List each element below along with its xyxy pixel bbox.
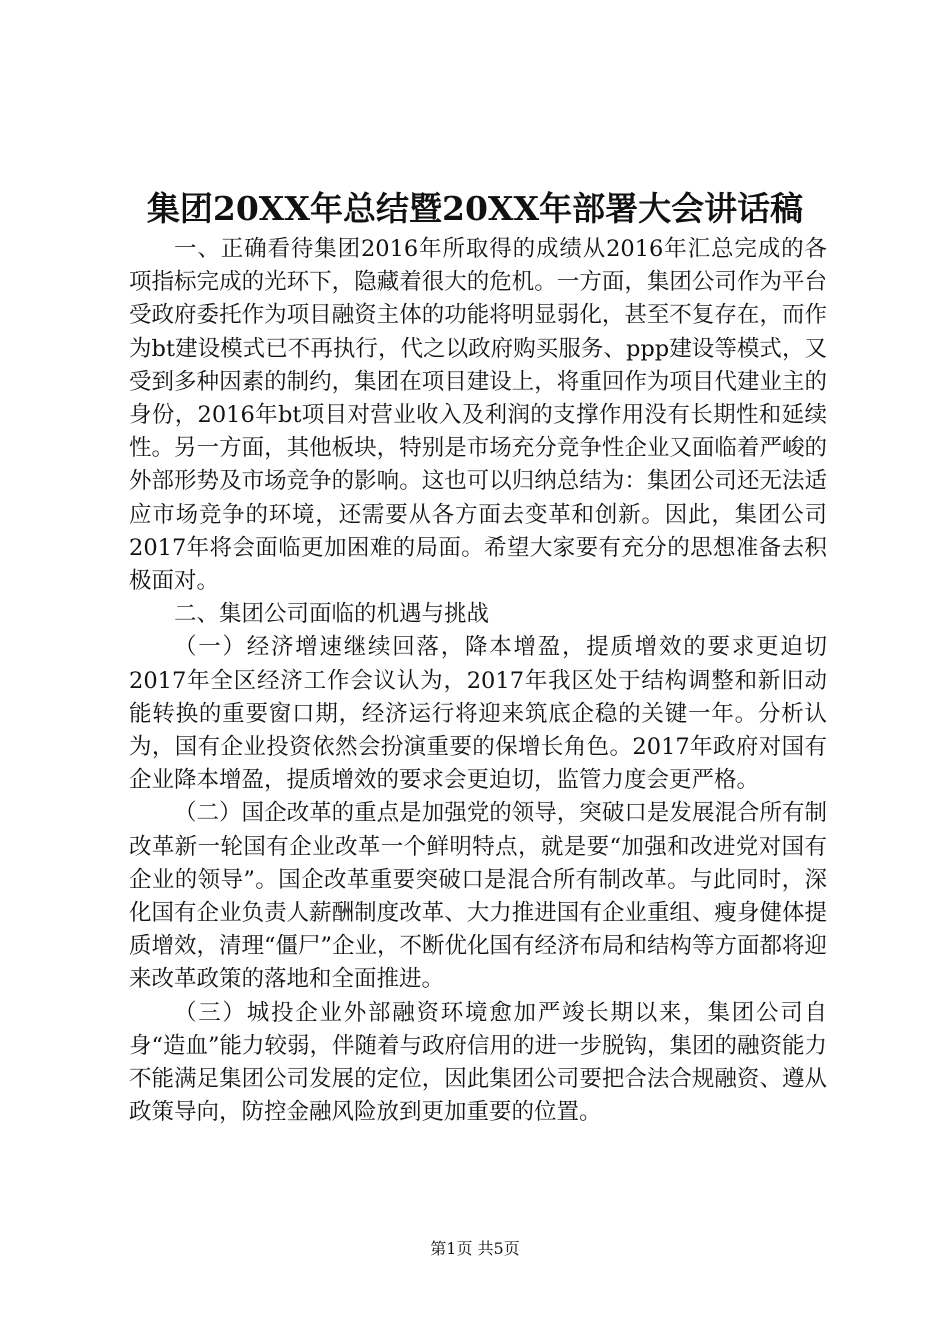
- paragraph-1: 一、正确看待集团2016年所取得的成绩从2016年汇总完成的各项指标完成的光环下，隐藏着很大的危机。一方面，集团公司作为平台受政府委托作为项目融资主体的功能将明显弱化，甚至不复存在，而作为bt建设模式已不再执行，代之以政府购买服务、ppp建设等模式，又受到多种因素的制约，集团在项目建设上，将重回作为项目代建业主的身份，2016年bt项目对营业收入及利润的支撑作用没有长期性和延续性。另一方面，其他板块，特别是市场充分竞争性企业又面临着严峻的外部形势及市场竞争的影响。这也可以归纳总结为：集团公司还无法适应市场竞争的环境，还需要从各方面去变革和创新。因此，集团公司2017年将会面临更加困难的局面。希望大家要有充分的思想准备去积极面对。: [129, 236, 827, 595]
- page-number-footer: 第1页 共5页: [430, 1239, 520, 1258]
- paragraph-subsection-2: （二）国企改革的重点是加强党的领导，突破口是发展混合所有制改革新一轮国有企业改革一个鲜明特点，就是要“加强和改进党对国有企业的领导”。国企改革重要突破口是混合所有制改革。与此同时，深化国有企业负责人薪酬制度改革、大力推进国有企业重组、瘦身健体提质增效，清理“僵尸”企业，不断优化国有经济布局和结构等方面都将迎来改革政策的落地和全面推进。: [129, 800, 828, 993]
- section-heading-2: 二、集团公司面临的机遇与挑战: [174, 601, 490, 628]
- paragraph-subsection-3: （三）城投企业外部融资环境愈加严竣长期以来，集团公司自身“造血”能力较弱，伴随着与政府信用的进一步脱钩，集团的融资能力不能满足集团公司发展的定位，因此集团公司要把合法合规融资、遵从政策导向，防控金融风险放到更加重要的位置。: [129, 999, 828, 1126]
- document-body: [129, 233, 827, 1129]
- paragraph-subsection-1: （一）经济增速继续回落，降本增盈，提质增效的要求更迫切2017年全区经济工作会议认为，2017年我区处于结构调整和新旧动能转换的重要窗口期，经济运行将迎来筑底企稳的关键一年。分析认为，国有企业投资依然会扮演重要的保增长角色。2017年政府对国有企业降本增盈，提质增效的要求会更迫切，监管力度会更严格。: [129, 634, 827, 794]
- document-title: 集团20XX年总结暨20XX年部署大会讲话稿: [146, 189, 804, 228]
